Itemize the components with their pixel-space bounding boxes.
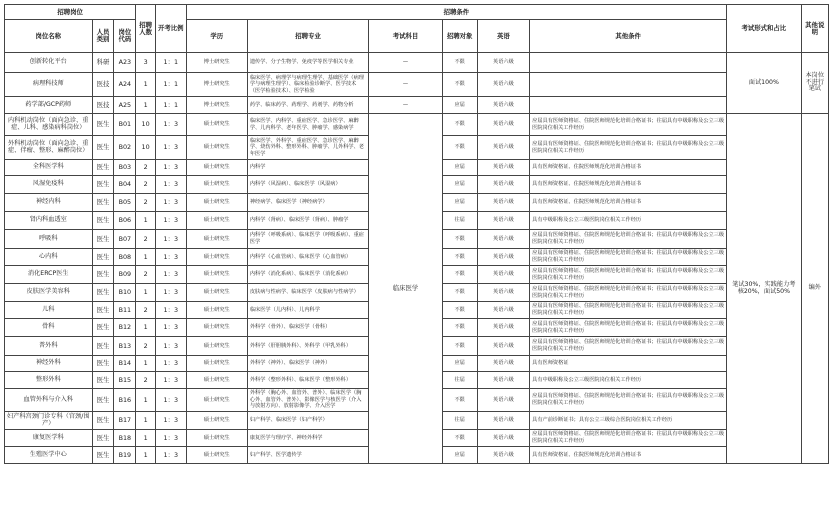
education-cell: 硕士研究生 — [186, 160, 247, 176]
other-conditions-cell: 应届具有医师资格证、住院医师规范化培训合格证书；往届具有中级职称及公立三级医院岗位相关工作经历 — [530, 249, 727, 266]
major-cell: 药学、临床药学、药理学、药剂学、药物分析 — [247, 97, 368, 114]
count-cell: 3 — [136, 53, 156, 73]
header-post-name: 岗位名称 — [5, 20, 93, 53]
group-header-conditions: 招聘条件 — [186, 5, 727, 20]
education-cell: 硕士研究生 — [186, 230, 247, 249]
exam-subject-cell: 临床医学 — [369, 114, 442, 464]
count-cell: 1 — [136, 412, 156, 430]
code-cell: B11 — [114, 302, 136, 319]
count-cell: 2 — [136, 160, 156, 176]
english-cell: 英语六级 — [477, 53, 530, 73]
major-cell: 内科学（风湿病）、临床医学（风湿病） — [247, 176, 368, 194]
ratio-cell: 1：3 — [155, 176, 186, 194]
count-cell: 1 — [136, 212, 156, 230]
header-target: 招聘对象 — [442, 20, 477, 53]
other-conditions-cell: 具有医师资格证、住院医师规范化培训合格证书 — [530, 176, 727, 194]
post-name-cell: 生殖医学中心 — [5, 447, 93, 464]
english-cell: 英语六级 — [477, 412, 530, 430]
target-cell: 不限 — [442, 136, 477, 160]
other-conditions-cell: 应届具有医师资格证、住院医师规范化培训合格证书；往届具有中级职称及公立三级医院岗位相关工作经历 — [530, 337, 727, 356]
notes-cell: 编外 — [801, 114, 828, 464]
category-cell: 医生 — [92, 430, 114, 447]
ratio-cell: 1：3 — [155, 266, 186, 284]
notes-cell: 本岗位不进行笔试 — [801, 53, 828, 114]
post-name-cell: 骨科 — [5, 319, 93, 337]
ratio-cell: 1：3 — [155, 230, 186, 249]
header-ratio: 开考比例 — [155, 5, 186, 53]
category-cell: 医技 — [92, 97, 114, 114]
target-cell: 不限 — [442, 302, 477, 319]
major-cell: 临床医学（儿内科）、儿内科学 — [247, 302, 368, 319]
education-cell: 硕士研究生 — [186, 176, 247, 194]
category-cell: 医生 — [92, 412, 114, 430]
header-education: 学历 — [186, 20, 247, 53]
other-conditions-cell: 应届具有医师资格证、住院医师规范化培训合格证书；往届具有中级职称及公立三级医院岗位相关工作经历 — [530, 389, 727, 412]
target-cell: 不限 — [442, 73, 477, 97]
code-cell: B06 — [114, 212, 136, 230]
other-conditions-cell: 具有医师资格证、住院医师规范化培训合格证书 — [530, 194, 727, 212]
major-cell: 外科学（整形外科）、临床医学（整形外科） — [247, 372, 368, 389]
code-cell: B01 — [114, 114, 136, 136]
category-cell: 医生 — [92, 447, 114, 464]
code-cell: B04 — [114, 176, 136, 194]
education-cell: 硕士研究生 — [186, 136, 247, 160]
category-cell: 医生 — [92, 389, 114, 412]
post-name-cell: 创新转化平台 — [5, 53, 93, 73]
education-cell: 硕士研究生 — [186, 319, 247, 337]
target-cell: 应届 — [442, 356, 477, 372]
header-english: 英语 — [477, 20, 530, 53]
ratio-cell: 1：3 — [155, 412, 186, 430]
english-cell: 英语六级 — [477, 356, 530, 372]
count-cell: 1 — [136, 447, 156, 464]
english-cell: 英语六级 — [477, 249, 530, 266]
education-cell: 博士研究生 — [186, 97, 247, 114]
other-conditions-cell: 应届具有医师资格证、住院医师规范化培训合格证书；往届具有中级职称及公立三级医院岗位相关工作经历 — [530, 319, 727, 337]
table-body — [5, 53, 829, 464]
code-cell: B08 — [114, 249, 136, 266]
ratio-cell: 1：3 — [155, 372, 186, 389]
post-name-cell: 神经内科 — [5, 194, 93, 212]
ratio-cell: 1：3 — [155, 337, 186, 356]
category-cell: 医生 — [92, 302, 114, 319]
ratio-cell: 1：3 — [155, 160, 186, 176]
english-cell: 英语六级 — [477, 302, 530, 319]
other-conditions-cell: 具有医师资格证 — [530, 356, 727, 372]
count-cell: 10 — [136, 136, 156, 160]
english-cell: 英语六级 — [477, 194, 530, 212]
count-cell: 2 — [136, 302, 156, 319]
table-row — [5, 73, 829, 97]
major-cell: 妇产科学、临床医学（妇产科学） — [247, 412, 368, 430]
english-cell: 英语六级 — [477, 266, 530, 284]
education-cell: 硕士研究生 — [186, 447, 247, 464]
target-cell: 不限 — [442, 114, 477, 136]
table-row — [5, 114, 829, 136]
education-cell: 硕士研究生 — [186, 302, 247, 319]
post-name-cell: 病理科技师 — [5, 73, 93, 97]
code-cell: B15 — [114, 372, 136, 389]
count-cell: 10 — [136, 114, 156, 136]
major-cell: 遗传学、分子生物学、免疫学等医学相关专业 — [247, 53, 368, 73]
major-cell: 临床医学、病理学与病理生理学、基础医学（病理学与病理生理学）、临床检验诊断学、医学技术（医学检验技术）、医学检验 — [247, 73, 368, 97]
ratio-cell: 1：3 — [155, 136, 186, 160]
count-cell: 1 — [136, 356, 156, 372]
other-conditions-cell: 应届具有医师资格证、住院医师规范化培训合格证书；往届具有中级职称及公立三级医院岗位相关工作经历 — [530, 302, 727, 319]
category-cell: 医技 — [92, 73, 114, 97]
count-cell: 1 — [136, 430, 156, 447]
exam-subject-cell: — — [369, 73, 442, 97]
target-cell: 不限 — [442, 319, 477, 337]
count-cell: 1 — [136, 284, 156, 302]
code-cell: B10 — [114, 284, 136, 302]
english-cell: 英语六级 — [477, 97, 530, 114]
english-cell: 英语六级 — [477, 73, 530, 97]
count-cell: 2 — [136, 230, 156, 249]
count-cell: 1 — [136, 319, 156, 337]
count-cell: 2 — [136, 176, 156, 194]
post-name-cell: 血管外科与介入科 — [5, 389, 93, 412]
post-name-cell: 呼吸科 — [5, 230, 93, 249]
major-cell: 临床医学、内科学、重症医学、急诊医学、麻醉学、儿内科学、老年医学、肿瘤学、感染病学 — [247, 114, 368, 136]
header-major: 招聘专业 — [247, 20, 368, 53]
other-conditions-cell: 具有产前诊断证书；具有公立三级综合医院岗位相关工作经历 — [530, 412, 727, 430]
other-conditions-cell: 应届具有医师资格证、住院医师规范化培训合格证书；往届具有中级职称及公立三级医院岗位相关工作经历 — [530, 284, 727, 302]
other-conditions-cell: 具有医师资格证、住院医师规范化培训合格证书 — [530, 447, 727, 464]
target-cell: 应届 — [442, 97, 477, 114]
target-cell: 往届 — [442, 412, 477, 430]
code-cell: B16 — [114, 389, 136, 412]
code-cell: A25 — [114, 97, 136, 114]
post-name-cell: 外科机动岗位（面向急诊、重症、伴瘤、整形、麻醉岗位） — [5, 136, 93, 160]
english-cell: 英语六级 — [477, 176, 530, 194]
english-cell: 英语六级 — [477, 372, 530, 389]
category-cell: 医生 — [92, 194, 114, 212]
code-cell: B03 — [114, 160, 136, 176]
code-cell: B18 — [114, 430, 136, 447]
education-cell: 硕士研究生 — [186, 372, 247, 389]
target-cell: 不限 — [442, 337, 477, 356]
post-name-cell: 神经外科 — [5, 356, 93, 372]
exam-subject-cell: — — [369, 53, 442, 73]
major-cell: 内科学（肾病）、临床医学（肾病）、肿瘤学 — [247, 212, 368, 230]
education-cell: 硕士研究生 — [186, 430, 247, 447]
target-cell: 不限 — [442, 430, 477, 447]
ratio-cell: 1：3 — [155, 430, 186, 447]
post-name-cell: 妇产科宫颈门诊专科（宫颈/围产） — [5, 412, 93, 430]
ratio-cell: 1：3 — [155, 302, 186, 319]
code-cell: A24 — [114, 73, 136, 97]
english-cell: 英语六级 — [477, 230, 530, 249]
english-cell: 英语六级 — [477, 430, 530, 447]
english-cell: 英语六级 — [477, 114, 530, 136]
major-cell: 内科学 — [247, 160, 368, 176]
recruitment-table — [4, 4, 829, 464]
english-cell: 英语六级 — [477, 136, 530, 160]
group-header-post: 招聘岗位 — [5, 5, 136, 20]
major-cell: 内科学（呼吸系病）、临床医学（呼吸系病）、重症医学 — [247, 230, 368, 249]
count-cell: 1 — [136, 249, 156, 266]
target-cell: 不限 — [442, 230, 477, 249]
count-cell: 2 — [136, 337, 156, 356]
english-cell: 英语六级 — [477, 284, 530, 302]
count-cell: 2 — [136, 266, 156, 284]
post-name-cell: 心内科 — [5, 249, 93, 266]
target-cell: 往届 — [442, 372, 477, 389]
ratio-cell: 1：3 — [155, 194, 186, 212]
major-cell: 外科学（胸心外、血管外、普外）、临床医学（胸心外、血管外、普外）、影像医学与核医学（介入与放射方向）、放射影像学、介入医学 — [247, 389, 368, 412]
other-conditions-cell: 具有中级职称及公立三级医院岗位相关工作经历 — [530, 372, 727, 389]
code-cell: B07 — [114, 230, 136, 249]
category-cell: 医生 — [92, 337, 114, 356]
code-cell: B19 — [114, 447, 136, 464]
other-conditions-cell: 应届具有医师资格证、住院医师规范化培训合格证书；往届具有中级职称及公立三级医院岗位相关工作经历 — [530, 230, 727, 249]
education-cell: 硕士研究生 — [186, 212, 247, 230]
code-cell: B12 — [114, 319, 136, 337]
code-cell: B02 — [114, 136, 136, 160]
major-cell: 妇产科学、医学遗传学 — [247, 447, 368, 464]
table-row — [5, 97, 829, 114]
major-cell: 内科学（消化系病）、临床医学（消化系病） — [247, 266, 368, 284]
target-cell: 应届 — [442, 194, 477, 212]
ratio-cell: 1：3 — [155, 389, 186, 412]
other-conditions-cell — [530, 73, 727, 97]
major-cell: 外科学（肝胆胰外科）、外科学（甲乳外科） — [247, 337, 368, 356]
english-cell: 英语六级 — [477, 160, 530, 176]
target-cell: 不限 — [442, 266, 477, 284]
exam-subject-cell: — — [369, 97, 442, 114]
count-cell: 1 — [136, 97, 156, 114]
education-cell: 硕士研究生 — [186, 389, 247, 412]
code-cell: B09 — [114, 266, 136, 284]
code-cell: B14 — [114, 356, 136, 372]
header-notes: 其他说明 — [801, 5, 828, 53]
target-cell: 应届 — [442, 160, 477, 176]
education-cell: 硕士研究生 — [186, 266, 247, 284]
post-name-cell: 消化ERCP医生 — [5, 266, 93, 284]
ratio-cell: 1：3 — [155, 356, 186, 372]
post-name-cell: 全科医学科 — [5, 160, 93, 176]
target-cell: 不限 — [442, 284, 477, 302]
code-cell: B05 — [114, 194, 136, 212]
post-name-cell: 皮肤医学美容科 — [5, 284, 93, 302]
exam-form-cell: 面试100% — [727, 53, 801, 114]
post-name-cell: 肾内科血透室 — [5, 212, 93, 230]
ratio-cell: 1：3 — [155, 212, 186, 230]
target-cell: 往届 — [442, 212, 477, 230]
target-cell: 应届 — [442, 447, 477, 464]
english-cell: 英语六级 — [477, 337, 530, 356]
ratio-cell: 1：3 — [155, 447, 186, 464]
category-cell: 医生 — [92, 372, 114, 389]
category-cell: 医生 — [92, 284, 114, 302]
exam-form-cell: 笔试30%，实践能力考核20%，面试50% — [727, 114, 801, 464]
education-cell: 博士研究生 — [186, 53, 247, 73]
code-cell: A23 — [114, 53, 136, 73]
english-cell: 英语六级 — [477, 212, 530, 230]
header-exam-subject: 考试科目 — [369, 20, 442, 53]
education-cell: 硕士研究生 — [186, 356, 247, 372]
category-cell: 医生 — [92, 176, 114, 194]
major-cell: 皮肤病与性病学、临床医学（皮肤病与性病学） — [247, 284, 368, 302]
category-cell: 医生 — [92, 114, 114, 136]
education-cell: 硕士研究生 — [186, 249, 247, 266]
header-code: 岗位代码 — [114, 20, 136, 53]
ratio-cell: 1：3 — [155, 249, 186, 266]
education-cell: 硕士研究生 — [186, 114, 247, 136]
recruitment-table-sheet — [4, 4, 829, 464]
other-conditions-cell: 应届具有医师资格证、住院医师规范化培训合格证书；往届具有中级职称及公立三级医院岗位相关工作经历 — [530, 114, 727, 136]
major-cell: 外科学（骨外）、临床医学（骨科） — [247, 319, 368, 337]
education-cell: 硕士研究生 — [186, 337, 247, 356]
category-cell: 医生 — [92, 160, 114, 176]
category-cell: 科研 — [92, 53, 114, 73]
target-cell: 不限 — [442, 249, 477, 266]
category-cell: 医生 — [92, 356, 114, 372]
post-name-cell: 内科机动岗位（面向急诊、重症、儿科、感染病科岗位） — [5, 114, 93, 136]
ratio-cell: 1：3 — [155, 114, 186, 136]
header-category: 人员类别 — [92, 20, 114, 53]
count-cell: 2 — [136, 372, 156, 389]
target-cell: 不限 — [442, 389, 477, 412]
other-conditions-cell: 具有中级职称及公立三级医院岗位相关工作经历 — [530, 212, 727, 230]
count-cell: 2 — [136, 194, 156, 212]
major-cell: 临床医学、外科学、重症医学、急诊医学、麻醉学、烧伤外科、整形外科、肿瘤学、儿外科学、老年医学 — [247, 136, 368, 160]
category-cell: 医生 — [92, 266, 114, 284]
category-cell: 医生 — [92, 136, 114, 160]
english-cell: 英语六级 — [477, 389, 530, 412]
post-name-cell: 儿科 — [5, 302, 93, 319]
other-conditions-cell: 应届具有医师资格证、住院医师规范化培训合格证书；往届具有中级职称及公立三级医院岗位相关工作经历 — [530, 430, 727, 447]
education-cell: 硕士研究生 — [186, 194, 247, 212]
post-name-cell: 整形外科 — [5, 372, 93, 389]
other-conditions-cell: 应届具有医师资格证、住院医师规范化培训合格证书；往届具有中级职称及公立三级医院岗位相关工作经历 — [530, 266, 727, 284]
header-count: 招聘人数 — [136, 5, 156, 53]
english-cell: 英语六级 — [477, 447, 530, 464]
major-cell: 神经病学、临床医学（神经病学） — [247, 194, 368, 212]
code-cell: B17 — [114, 412, 136, 430]
other-conditions-cell — [530, 53, 727, 73]
ratio-cell: 1：3 — [155, 319, 186, 337]
education-cell: 博士研究生 — [186, 73, 247, 97]
target-cell: 应届 — [442, 176, 477, 194]
ratio-cell: 1：1 — [155, 97, 186, 114]
major-cell: 康复医学与理疗学、神经外科学 — [247, 430, 368, 447]
post-name-cell: 康复医学科 — [5, 430, 93, 447]
education-cell: 硕士研究生 — [186, 284, 247, 302]
major-cell: 内科学（心血管病）、临床医学（心血管病） — [247, 249, 368, 266]
other-conditions-cell: 应届具有医师资格证、住院医师规范化培训合格证书；往届具有中级职称及公立三级医院岗位相关工作经历 — [530, 136, 727, 160]
code-cell: B13 — [114, 337, 136, 356]
category-cell: 医生 — [92, 230, 114, 249]
post-name-cell: 普外科 — [5, 337, 93, 356]
table-row — [5, 53, 829, 73]
ratio-cell: 1：1 — [155, 53, 186, 73]
target-cell: 不限 — [442, 53, 477, 73]
post-name-cell: 药学部/GCP药师 — [5, 97, 93, 114]
other-conditions-cell — [530, 97, 727, 114]
header-exam-form: 考试形式和占比 — [727, 5, 801, 53]
ratio-cell: 1：3 — [155, 284, 186, 302]
other-conditions-cell: 具有医师资格证、住院医师规范化培训合格证书 — [530, 160, 727, 176]
category-cell: 医生 — [92, 212, 114, 230]
major-cell: 外科学（神外）、临床医学（神外） — [247, 356, 368, 372]
category-cell: 医生 — [92, 249, 114, 266]
english-cell: 英语六级 — [477, 319, 530, 337]
count-cell: 1 — [136, 73, 156, 97]
post-name-cell: 风湿免疫科 — [5, 176, 93, 194]
category-cell: 医生 — [92, 319, 114, 337]
education-cell: 硕士研究生 — [186, 412, 247, 430]
count-cell: 1 — [136, 389, 156, 412]
header-other: 其他条件 — [530, 20, 727, 53]
ratio-cell: 1：1 — [155, 73, 186, 97]
